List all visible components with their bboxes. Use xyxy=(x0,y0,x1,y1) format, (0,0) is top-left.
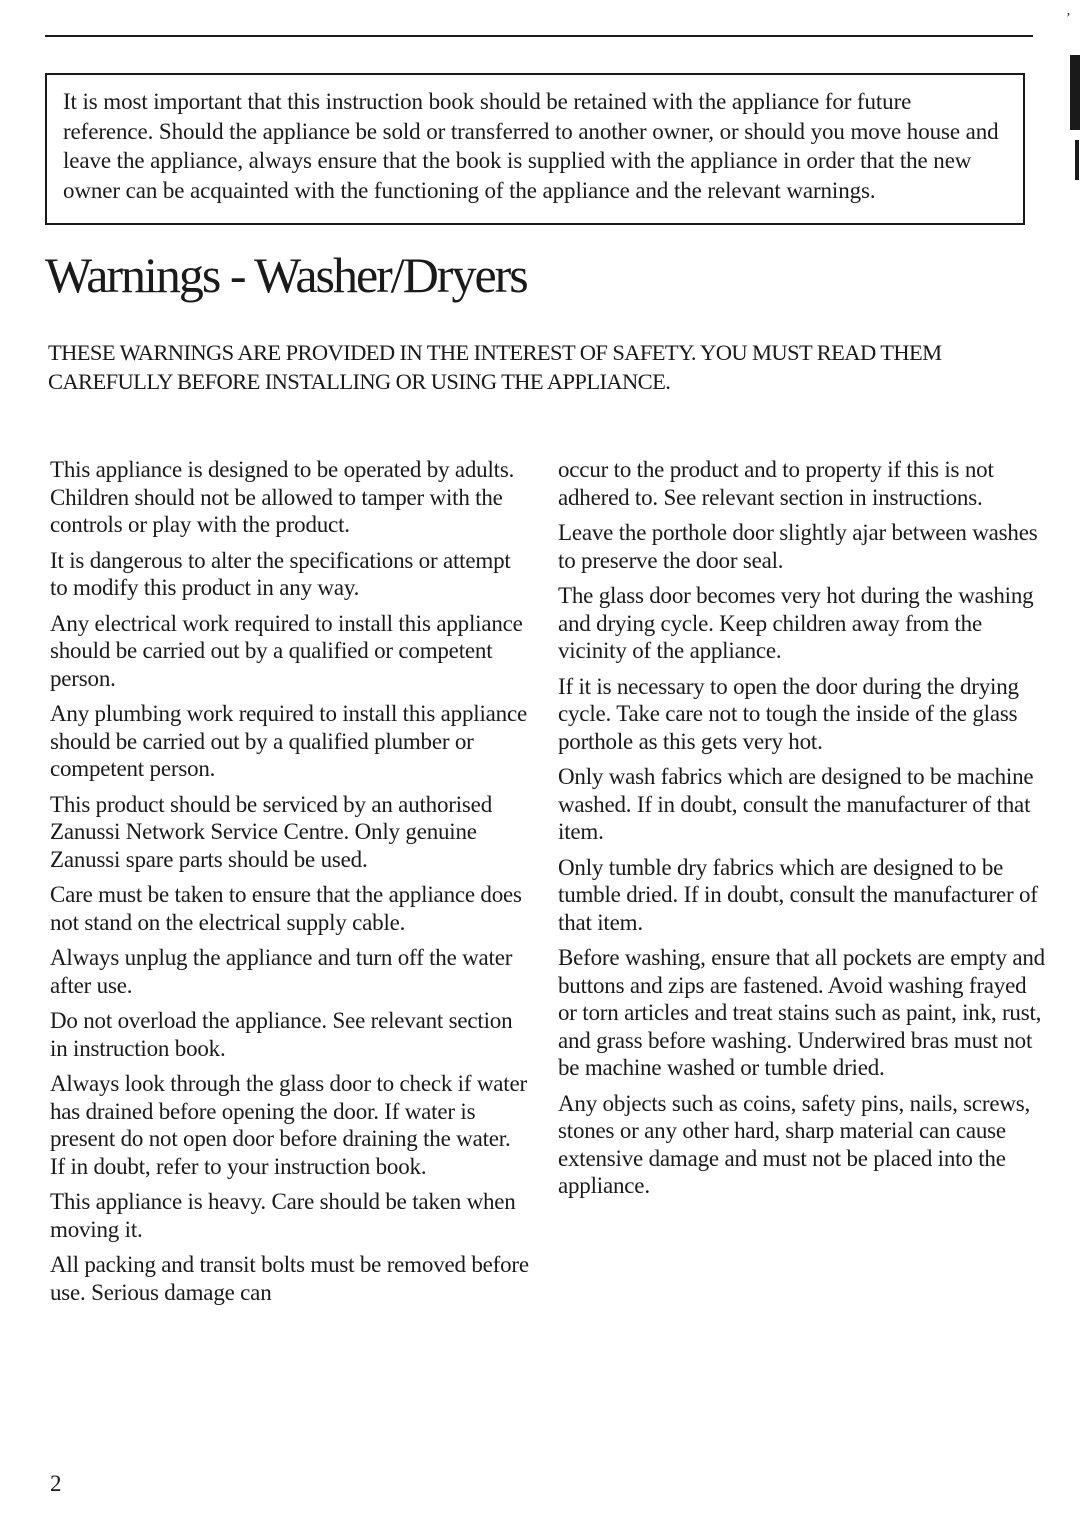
safety-intro: THESE WARNINGS ARE PROVIDED IN THE INTEREST OF SAFETY. YOU MUST READ THEM CAREFULLY BEFORE INSTALLING OR USING THE APPLIANCE. xyxy=(48,340,942,394)
warning-paragraph: All packing and transit bolts must be removed before use. Serious damage can xyxy=(50,1252,529,1305)
left-column xyxy=(50,456,530,1314)
warning-paragraph: occur to the product and to property if this is not adhered to. See relevant section in instructions. xyxy=(558,457,994,510)
page-number: 2 xyxy=(50,1471,62,1496)
warning-paragraph: The glass door becomes very hot during the washing and drying cycle. Keep children away from the vicinity of the appliance. xyxy=(558,583,1034,663)
warning-paragraph: Care must be taken to ensure that the appliance does not stand on the electrical supply cable. xyxy=(50,882,522,935)
warning-paragraph: Before washing, ensure that all pockets are empty and buttons and zips are fastened. Avoid washing frayed or torn articles and treat stains such as paint, ink, rust, and grass before washing. Underwired bras must not be machine washed or tumble dried. xyxy=(558,945,1045,1080)
notice-text: It is most important that this instruction book should be retained with the appliance for future reference. Should the appliance be sold or transferred to another owner, or should you move house and leave the appliance, always ensure that the book is supplied with the appliance in order that the new owner can be acquainted with the functioning of the appliance and the relevant warnings. xyxy=(63,89,999,203)
warning-paragraph: It is dangerous to alter the specifications or attempt to modify this product in any way. xyxy=(50,547,511,600)
corner-mark: ʼ xyxy=(1066,11,1071,26)
edge-mark xyxy=(1070,55,1080,130)
warning-paragraph: This appliance is heavy. Care should be taken when moving it. xyxy=(50,1189,516,1242)
warning-paragraph: Always unplug the appliance and turn off the water after use. xyxy=(50,945,513,998)
right-column xyxy=(558,456,1048,1208)
warning-paragraph: Any electrical work required to install this appliance should be carried out by a qualified or competent person. xyxy=(50,610,523,691)
warning-paragraph: Any plumbing work required to install this appliance should be carried out by a qualified plumber or competent person. xyxy=(50,701,527,781)
warning-paragraph: Do not overload the appliance. See relevant section in instruction book. xyxy=(50,1008,513,1061)
warning-paragraph: Only tumble dry fabrics which are designed to be tumble dried. If in doubt, consult the manufacturer of that item. xyxy=(558,854,1038,935)
warning-paragraph: Any objects such as coins, safety pins, nails, screws, stones or any other hard, sharp material can cause extensive damage and must not be placed into the appliance. xyxy=(558,1090,1031,1198)
warning-paragraph: Only wash fabrics which are designed to be machine washed. If in doubt, consult the manufacturer of that item. xyxy=(558,764,1034,844)
warning-paragraph: This product should be serviced by an authorised Zanussi Network Service Centre. Only genuine Zanussi spare parts should be used. xyxy=(50,791,492,872)
warning-paragraph: Leave the porthole door slightly ajar between washes to preserve the door seal. xyxy=(558,520,1038,573)
warning-paragraph: If it is necessary to open the door during the drying cycle. Take care not to tough the inside of the glass porthole as this gets very hot. xyxy=(558,673,1019,754)
warning-paragraph: This appliance is designed to be operated by adults. Children should not be allowed to tamper with the controls or play with the product. xyxy=(50,457,515,537)
edge-mark xyxy=(1075,140,1079,180)
top-rule xyxy=(45,35,1033,37)
page-title: Warnings - Washer/Dryers xyxy=(45,247,527,303)
warning-paragraph: Always look through the glass door to check if water has drained before opening the door. If water is present do not open door before draining the water. If in doubt, refer to your instruction book. xyxy=(50,1071,527,1179)
retain-instructions-notice xyxy=(45,73,1025,225)
